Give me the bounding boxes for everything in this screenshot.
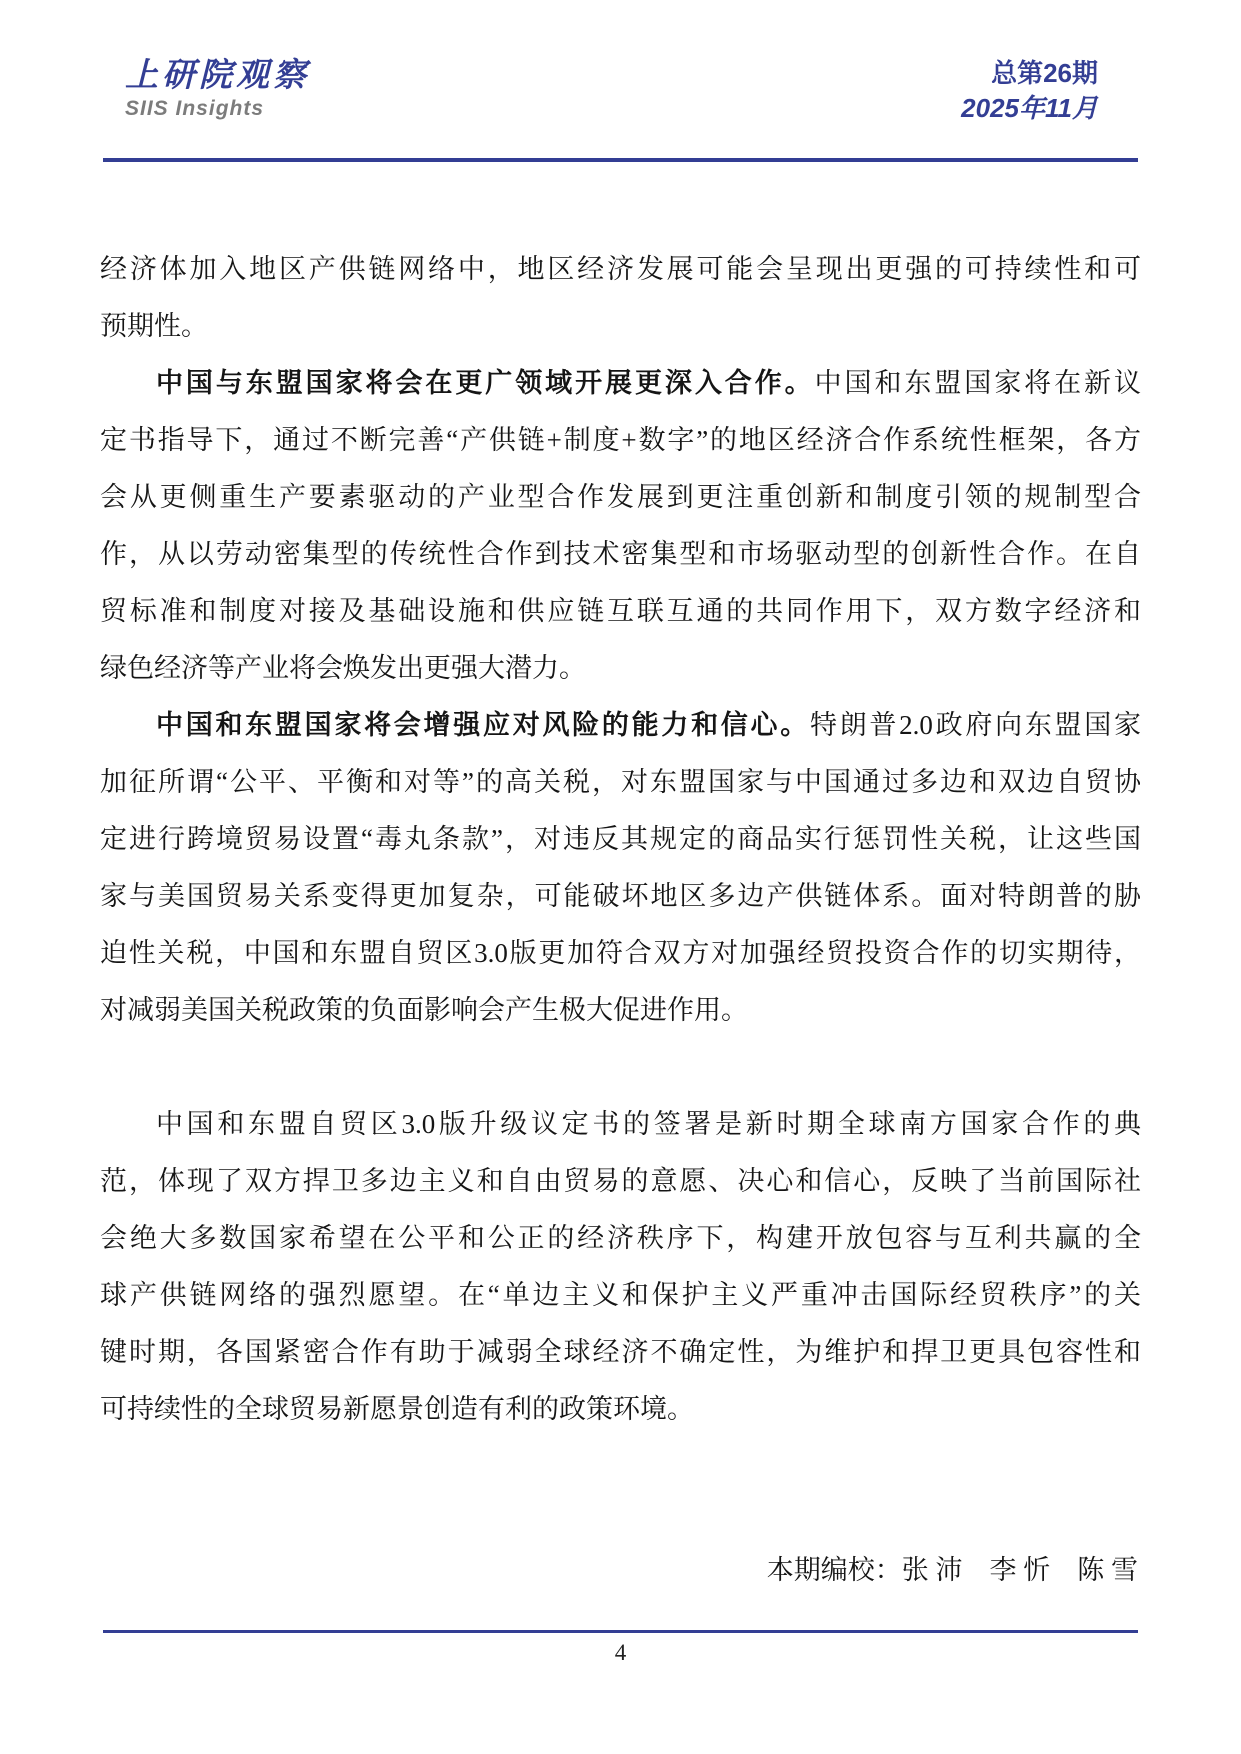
body-line (100, 640, 1141, 697)
logo-chinese-title: 上研院观察 (125, 55, 310, 94)
page-number: 4 (614, 1640, 627, 1665)
body-line (100, 982, 1141, 1039)
footer-divider (103, 1630, 1138, 1633)
body-line (100, 1210, 1141, 1267)
body-line (100, 583, 1141, 640)
body-line (100, 754, 1141, 811)
editor-credit: 本期编校：张 沛 李 忻 陈 雪 (766, 1555, 1138, 1585)
body-run: 中国和东盟自贸区3.0版升级议定书的签署是新时期全球南方国家合作的典 (156, 1109, 1141, 1139)
body-run: 作，从以劳动密集型的传统性合作到技术密集型和市场驱动型的创新性合作。在自 (100, 539, 1141, 569)
body-run: 可持续性的全球贸易新愿景创造有利的政策环境。 (100, 1394, 694, 1424)
body-line (100, 1096, 1141, 1153)
issue-number: 总第26期 (991, 58, 1098, 88)
body-run: 家与美国贸易关系变得更加复杂，可能破坏地区多边产供链体系。面对特朗普的胁 (100, 881, 1141, 911)
body-run: 中国和东盟国家将在新议 (814, 368, 1141, 398)
body-run: 迫性关税，中国和东盟自贸区3.0版更加符合双方对加强经贸投资合作的切实期待， (100, 938, 1141, 968)
issue-date: 2025年11月 (961, 93, 1098, 123)
body-run: 绿色经济等产业将会焕发出更强大潜力。 (100, 653, 586, 683)
body-line (100, 412, 1141, 469)
body-run: 定书指导下，通过不断完善“产供链+制度+数字”的地区经济合作系统性框架，各方 (100, 425, 1141, 455)
body-line (100, 697, 1141, 754)
body-line (100, 925, 1141, 982)
body-run: 定进行跨境贸易设置“毒丸条款”，对违反其规定的商品实行惩罚性关税，让这些国 (100, 824, 1141, 854)
bold-lead-text: 中国与东盟国家将会在更广领域开展更深入合作。 (156, 368, 815, 398)
body-run: 键时期，各国紧密合作有助于减弱全球经济不确定性，为维护和捍卫更具包容性和 (100, 1337, 1141, 1367)
body-line (100, 526, 1141, 583)
body-line (100, 469, 1141, 526)
body-run: 范，体现了双方捍卫多边主义和自由贸易的意愿、决心和信心，反映了当前国际社 (100, 1166, 1141, 1196)
body-line (100, 1267, 1141, 1324)
header-divider (103, 158, 1138, 162)
body-run: 会绝大多数国家希望在公平和公正的经济秩序下，构建开放包容与互利共赢的全 (100, 1223, 1141, 1253)
body-run: 对减弱美国关税政策的负面影响会产生极大促进作用。 (100, 995, 748, 1025)
bold-lead-text: 中国和东盟国家将会增强应对风险的能力和信心。 (156, 710, 810, 740)
body-line (100, 241, 1141, 298)
issue-info (961, 56, 1138, 126)
body-run: 预期性。 (100, 311, 208, 341)
body-run: 特朗普2.0政府向东盟国家 (809, 710, 1141, 740)
body-run: 球产供链网络的强烈愿望。在“单边主义和保护主义严重冲击国际经贸秩序”的关 (100, 1280, 1141, 1310)
body-text (100, 241, 1141, 1438)
body-run: 加征所谓“公平、平衡和对等”的高关税，对东盟国家与中国通过多边和双边自贸协 (100, 767, 1141, 797)
body-line (100, 868, 1141, 925)
body-line (100, 811, 1141, 868)
body-line (100, 298, 1141, 355)
body-line (100, 1324, 1141, 1381)
body-run: 贸标准和制度对接及基础设施和供应链互联互通的共同作用下，双方数字经济和 (100, 596, 1141, 626)
body-line (100, 1381, 1141, 1438)
paragraph-spacer (100, 1039, 1141, 1096)
body-run: 经济体加入地区产供链网络中，地区经济发展可能会呈现出更强的可持续性和可 (100, 254, 1141, 284)
logo-english-title: SIIS Insights (125, 97, 265, 120)
body-line (100, 355, 1141, 412)
page-header (103, 56, 1138, 126)
body-line (100, 1153, 1141, 1210)
publication-logo (103, 56, 310, 121)
body-run: 会从更侧重生产要素驱动的产业型合作发展到更注重创新和制度引领的规制型合 (100, 482, 1141, 512)
